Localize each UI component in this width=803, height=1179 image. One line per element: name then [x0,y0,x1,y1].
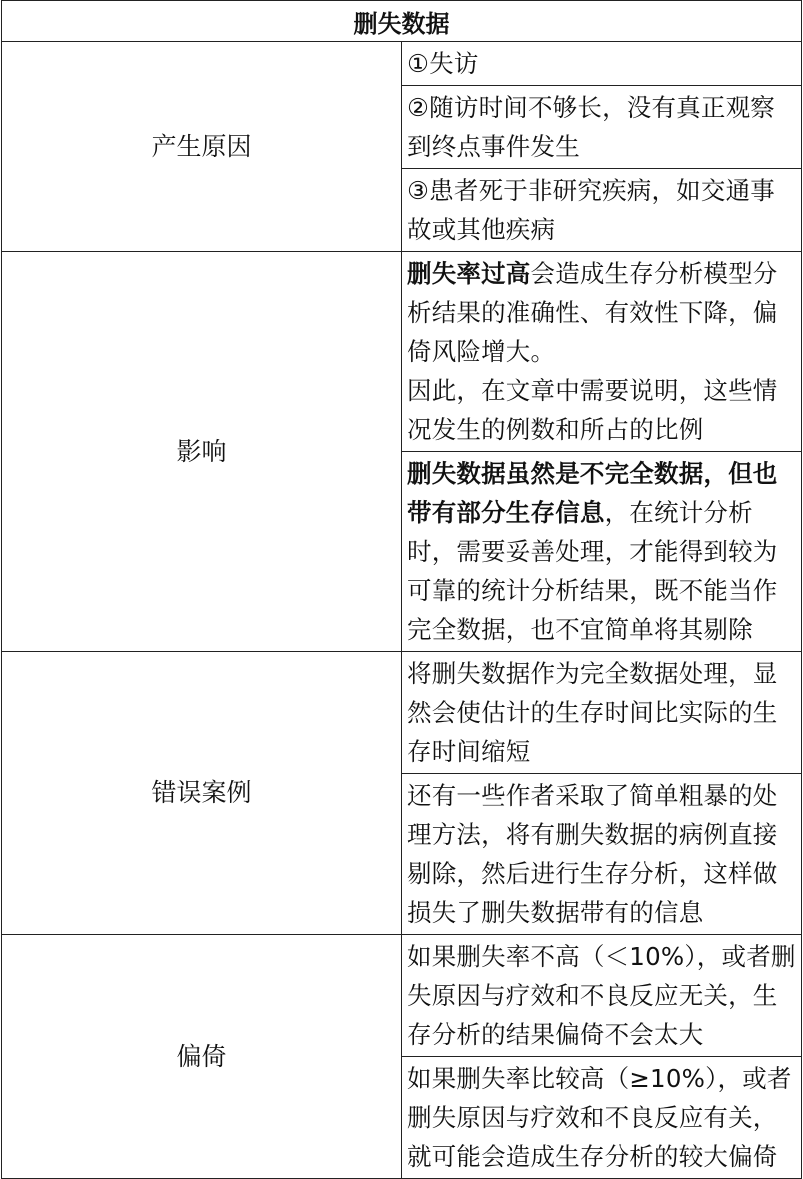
category-error-cases: 错误案例 [2,652,402,935]
bias-item: 如果删失率不高（＜10%），或者删失原因与疗效和不良反应无关，生存分析的结果偏倚不会太大 [402,935,802,1057]
impact-block-2 [402,452,802,652]
cause-item: ①失访 [402,42,802,86]
category-bias: 偏倚 [2,935,402,1179]
category-impact: 影响 [2,252,402,652]
impact-block-1 [402,252,802,452]
cause-item: ③患者死于非研究疾病，如交通事故或其他疾病 [402,169,802,252]
impact-1-text: 会造成生存分析模型分析结果的准确性、有效性下降，偏倚风险增大。 [407,259,778,366]
error-case-item: 还有一些作者采取了简单粗暴的处理方法，将有删失数据的病例直接剔除，然后进行生存分析，这样做损失了删失数据带有的信息 [402,774,802,935]
impact-1-line2: 因此，在文章中需要说明，这些情况发生的例数和所占的比例 [407,376,778,444]
censored-data-table [1,0,802,1179]
table-title: 删失数据 [2,1,802,42]
impact-2-emphasis: 删失数据虽然是不完全数据，但也带有部分生存信息 [407,459,778,527]
category-causes: 产生原因 [2,42,402,252]
impact-1-emphasis: 删失率过高 [407,259,531,288]
error-case-item: 将删失数据作为完全数据处理，显然会使估计的生存时间比实际的生存时间缩短 [402,652,802,774]
impact-2-text: ，在统计分析时，需要妥善处理，才能得到较为可靠的统计分析结果，既不能当作完全数据，也不宜简单将其剔除 [407,498,778,644]
cause-item: ②随访时间不够长，没有真正观察到终点事件发生 [402,86,802,169]
bias-item: 如果删失率比较高（≥10%），或者删失原因与疗效和不良反应有关，就可能会造成生存分析的较大偏倚 [402,1057,802,1179]
